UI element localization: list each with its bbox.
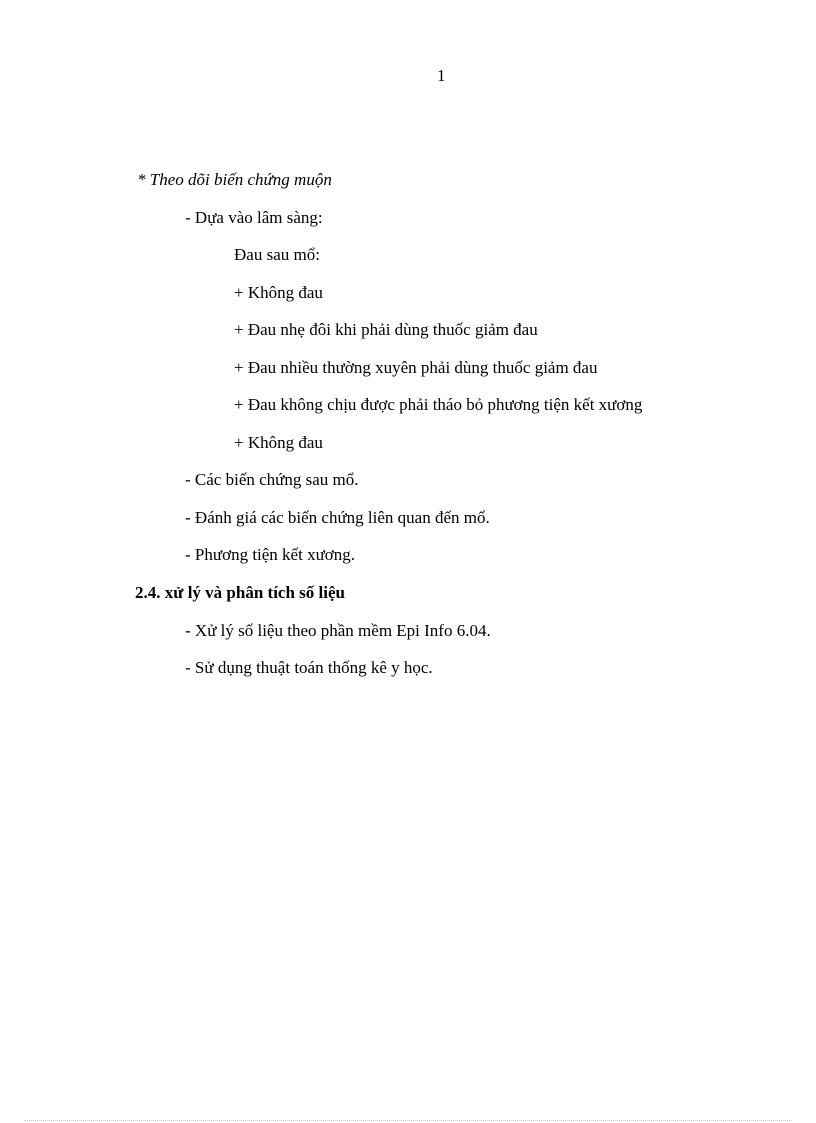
list-item: - Các biến chứng sau mổ.: [185, 470, 359, 489]
section-title: 2.4. xử lý và phân tích số liệu: [135, 583, 345, 602]
section-list-item: - Sử dụng thuật toán thống kê y học.: [185, 658, 433, 677]
pain-level-item: + Không đau: [234, 283, 323, 302]
footer-divider: [24, 1120, 792, 1121]
clinical-label: - Dựa vào lâm sàng:: [185, 208, 323, 227]
pain-level-item: + Không đau: [234, 433, 323, 452]
pain-level-item: + Đau không chịu được phải tháo bỏ phương tiện kết xương: [234, 395, 643, 414]
section-list-item: - Xử lý số liệu theo phần mềm Epi Info 6.04.: [185, 621, 491, 640]
followup-heading: * Theo dõi biến chứng muộn: [137, 170, 332, 189]
page-number: 1: [437, 66, 446, 85]
list-item: - Phương tiện kết xương.: [185, 545, 356, 564]
pain-level-item: + Đau nhiều thường xuyên phải dùng thuốc giảm đau: [234, 358, 598, 377]
pain-title: Đau sau mổ:: [234, 245, 320, 264]
pain-level-item: + Đau nhẹ đôi khi phải dùng thuốc giảm đau: [234, 320, 538, 339]
list-item: - Đánh giá các biến chứng liên quan đến mổ.: [185, 508, 490, 527]
